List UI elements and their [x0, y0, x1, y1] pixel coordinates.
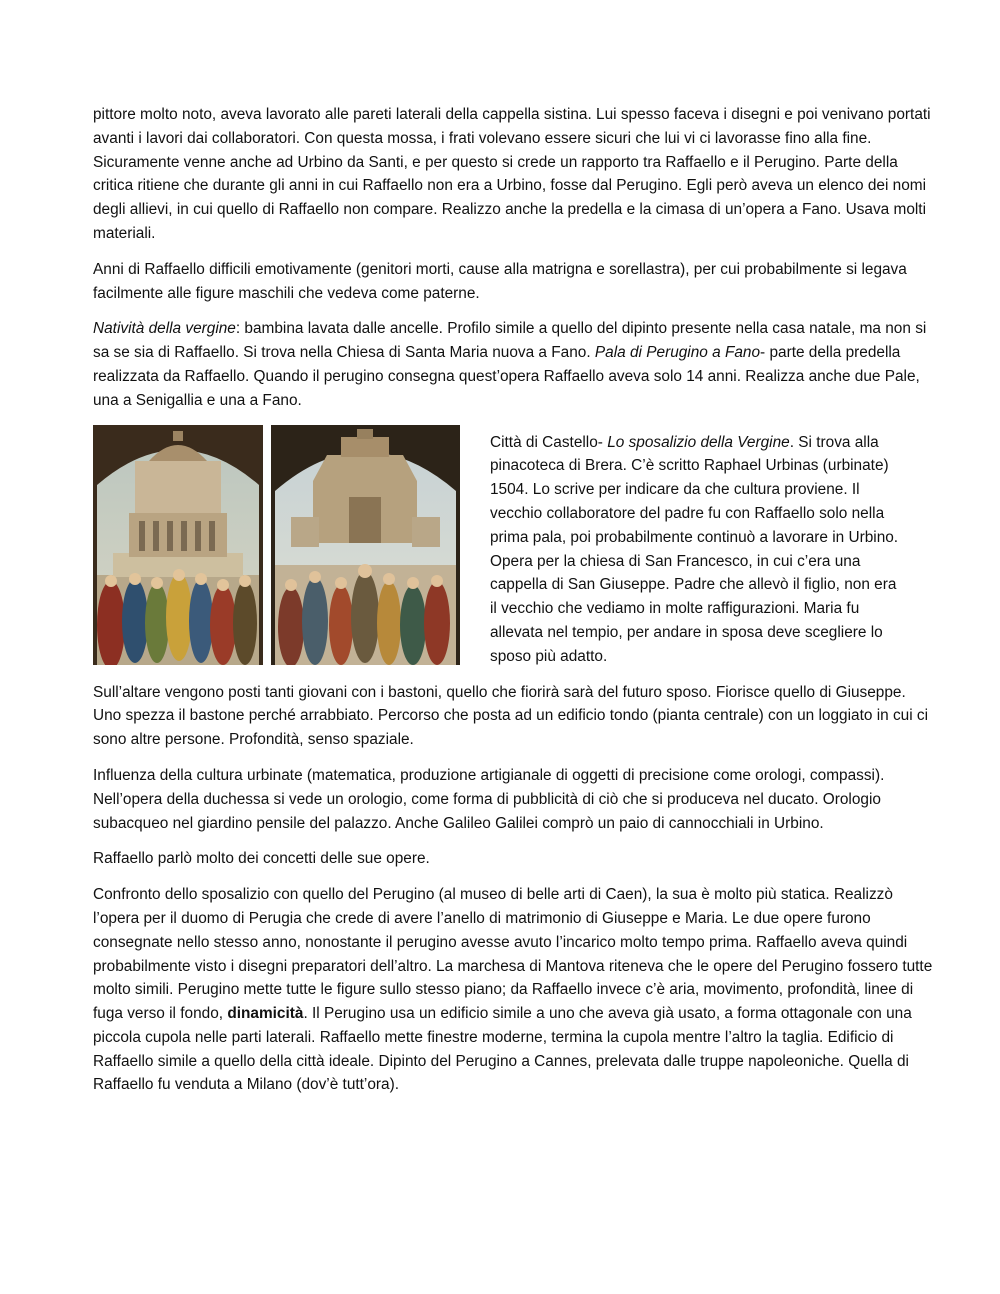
paragraph-concetti: Raffaello parlò molto dei concetti delle sue opere. — [93, 850, 430, 868]
document-page — [93, 103, 933, 1109]
raffaello-sposalizio-painting — [93, 425, 263, 665]
text-dinamicita: dinamicità — [227, 1005, 304, 1023]
title-sposalizio: Lo sposalizio della Vergine — [607, 433, 790, 451]
figure-row — [93, 425, 933, 669]
text-sposalizio: . Si trova alla pinacoteca di Brera. C’è scritto Raphael Urbinas (urbinate) 1504. Lo scrive per indicare da che cultura proviene. Il vecchio collaboratore del padre fu con Raffaello solo nella prima pala, poi probabilmente continuò a lavorare in Urbino. Opera per la chiesa di San Francesco, in cui c’era una cappella di San Giuseppe. Padre che allevò il figlio, non era il vecchio che vediamo in molte raffigurazioni. Maria fu allevata nel tempio, per andare in sposa deve scegliere lo sposo più adatto. — [490, 433, 899, 665]
text-nativita: : bambina lavata dalle ancelle. Profilo simile a quello del dipinto presente nella casa natale, ma non si sa se sia di Raffaello. Si trova nella Chiesa di Santa Maria nuova a Fano. — [93, 320, 927, 362]
paragraph-raffaello-youth: Anni di Raffaello difficili emotivamente (genitori morti, cause alla matrigna e sorellastra), per cui probabilmente si legava facilmente alle figure maschili che vedeva come paterne. — [93, 260, 907, 302]
paragraph-altare: Sull’altare vengono posti tanti giovani con i bastoni, quello che fiorirà sarà del futuro sposo. Fiorisce quello di Giuseppe. Uno spezza il bastone perché arrabbiato. Percorso che posta ad un edificio tondo (pianta centrale) con un loggiato in cui ci sono altre persone. Profondità, senso spaziale. — [93, 683, 929, 749]
perugino-sposalizio-painting — [271, 425, 460, 665]
text-confronto-2: . Il Perugino usa un edificio simile a uno che aveva già usato, a forma ottagonale con una piccola cupola nelle parti laterali. Raffaello mette finestre moderne, termina la cupola mentre l’altro la taglia. Edificio di Raffaello simile a quello della città ideale. Dipinto del Perugino a Cannes, prelevata dalle truppe napoleoniche. Quella di Raffaello fu venduta a Milano (dov’è tutt’ora). — [93, 1005, 912, 1094]
paragraph-urbinate: Influenza della cultura urbinate (matematica, produzione artigianale di oggetti di precisione come orologi, compassi). Nell’opera della duchessa si vede un orologio, come forma di pubblicità di ciò che si produceva nel ducato. Orologio subacqueo nel giardino pensile del palazzo. Anche Galileo Galilei comprò un paio di cannocchiali in Urbino. — [93, 766, 885, 832]
title-pala-fano: Pala di Perugino a Fano — [594, 344, 761, 362]
perugino-painting-image — [271, 425, 460, 665]
paintings-group — [93, 425, 460, 665]
paragraph-sposalizio — [490, 431, 902, 669]
text-pala-fano: - parte della predella realizzata da Raffaello. Quando il perugino consegna quest’opera Raffaello aveva solo 14 anni. Realizza anche due Pale, una a Senigallia e una a Fano. — [93, 344, 920, 409]
paragraph-nativita — [93, 317, 933, 412]
text-citta-castello: Città di Castello- — [490, 433, 608, 451]
paragraph-confronto — [93, 883, 933, 1097]
text-confronto-1: Confronto dello sposalizio con quello del Perugino (al museo di belle arti di Caen), la sua è molto più statica. Realizzò l’opera per il duomo di Perugia che crede di avere l’anello di matrimonio di Giuseppe e Maria. Le due opere furono consegnate nello stesso anno, nonostante il perugino avesse avuto l’incarico molto tempo prima. Raffaello aveva quindi probabilmente visto i disegni preparatori dell’altro. La marchesa di Mantova riteneva che le opere del Perugino fossero tutte molto simili. Perugino mette tutte le figure sullo stesso piano; da Raffaello invece c’è aria, movimento, profondità, linee di fuga verso il fondo, — [93, 886, 933, 1023]
paragraph-perugino: pittore molto noto, aveva lavorato alle pareti laterali della cappella sistina. Lui spesso faceva i disegni e poi venivano portati avanti i lavori dai collaboratori. Con questa mossa, i frati volevano essere sicuri che lui vi ci lavorasse fino alla fine. Sicuramente venne anche ad Urbino da Santi, e per questo si crede un rapporto tra Raffaello e il Perugino. Parte della critica ritiene che durante gli anni in cui Raffaello non era a Urbino, fosse dal Perugino. Egli però aveva un elenco dei nomi degli allievi, in cui quello di Raffaello non compare. Realizzo anche la predella e la cimasa di un’opera a Fano. Usava molti materiali. — [93, 106, 931, 242]
side-text — [490, 431, 902, 669]
raffaello-painting-image — [93, 425, 263, 665]
title-nativita: Natività della vergine — [93, 320, 236, 338]
